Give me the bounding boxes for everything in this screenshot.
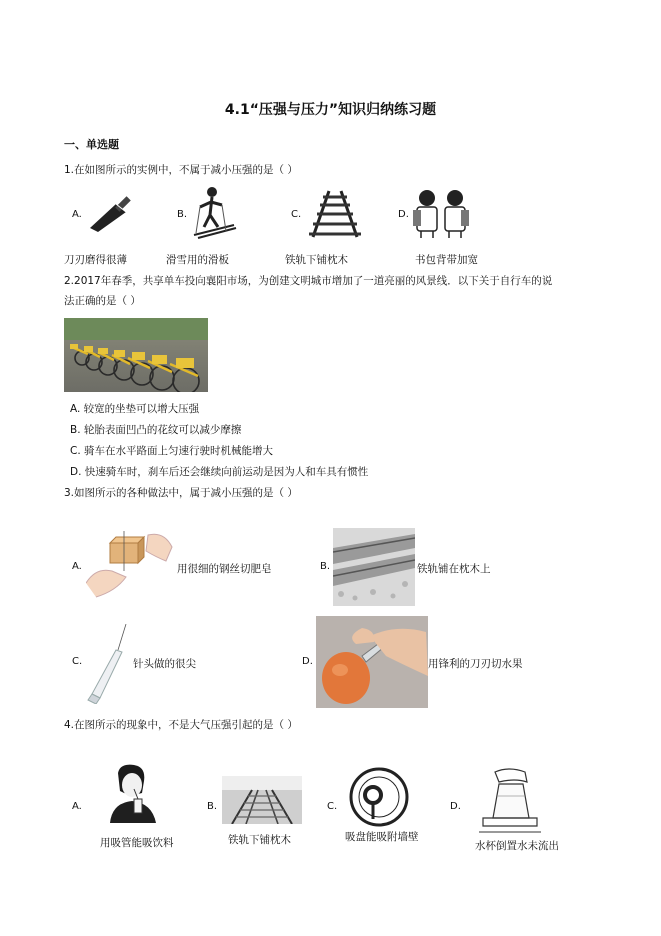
q4-stem: 4.在图所示的现象中，不是大气压强引起的是（ ）	[64, 719, 298, 731]
q3-stem: 3.如图所示的各种做法中，属于减小压强的是（ ）	[64, 487, 298, 499]
q3-rail-sleepers-image	[333, 528, 415, 606]
q4-railway-photo	[222, 776, 302, 824]
q1-stem: 1.在如图所示的实例中，不属于减小压强的是（ ）	[64, 164, 298, 176]
q3-option-a-letter: A.	[72, 561, 82, 572]
q4-suction-cup-image	[343, 767, 415, 827]
q2-stem-line2: 法正确的是（ ）	[64, 295, 141, 307]
q4-straw-drink-image	[100, 763, 164, 823]
q4-option-c-letter: C.	[327, 801, 338, 812]
q1-option-d-caption: 书包背带加宽	[415, 254, 478, 266]
q1-option-b-letter: B.	[177, 209, 188, 220]
q2-choice-d: D. 快速骑车时，刹车后还会继续向前运动是因为人和车具有惯性	[70, 466, 369, 478]
q1-rail-track-image	[305, 189, 365, 239]
q2-choice-a: A. 较宽的坐垫可以增大压强	[70, 403, 200, 415]
q2-shared-bikes-photo	[64, 318, 208, 392]
q3-option-b-caption: 铁轨铺在枕木上	[417, 563, 491, 575]
section-heading: 一、单选题	[64, 138, 119, 151]
q4-option-a-caption: 用吸管能吸饮料	[100, 837, 174, 849]
q3-syringe-image	[86, 624, 132, 704]
q1-option-b-caption: 滑雪用的滑板	[166, 254, 229, 266]
q2-choice-c: C. 骑车在水平路面上匀速行驶时机械能增大	[70, 445, 274, 457]
q3-option-c-letter: C.	[72, 656, 83, 667]
q2-stem-line1: 2.2017年春季，共享单车投向襄阳市场，为创建文明城市增加了一道亮丽的风景线．以下关于自行车的说	[64, 275, 553, 287]
q3-option-d-caption: 用锋利的刀刃切水果	[428, 658, 523, 670]
q4-option-c-caption: 吸盘能吸附墙壁	[345, 831, 419, 843]
q3-option-c-caption: 针头做的很尖	[133, 658, 196, 670]
q2-choice-b: B. 轮胎表面凹凸的花纹可以减少摩擦	[70, 424, 242, 436]
q4-option-b-letter: B.	[207, 801, 218, 812]
q3-option-d-letter: D.	[302, 656, 313, 667]
q1-skier-image	[190, 185, 240, 240]
q4-inverted-cup-image	[475, 766, 545, 838]
q1-option-a-letter: A.	[72, 209, 82, 220]
q3-knife-fruit-photo	[316, 616, 428, 708]
q3-option-a-caption: 用很细的钢丝切肥皂	[177, 563, 272, 575]
q1-option-a-caption: 刀刃磨得很薄	[64, 254, 127, 266]
q4-option-d-caption: 水杯倒置水未流出	[475, 840, 559, 852]
q4-option-b-caption: 铁轨下铺枕木	[228, 834, 291, 846]
q4-option-a-letter: A.	[72, 801, 82, 812]
q1-option-c-letter: C.	[291, 209, 302, 220]
page-title: 4.1“压强与压力”知识归纳练习题	[224, 102, 437, 118]
q4-option-d-letter: D.	[450, 801, 461, 812]
q1-option-c-caption: 铁轨下铺枕木	[285, 254, 348, 266]
q1-option-d-letter: D.	[398, 209, 409, 220]
q1-knife-image	[86, 192, 138, 234]
q3-wire-soap-image	[86, 527, 176, 599]
q1-backpack-kids-image	[411, 188, 473, 240]
q3-option-b-letter: B.	[320, 561, 331, 572]
